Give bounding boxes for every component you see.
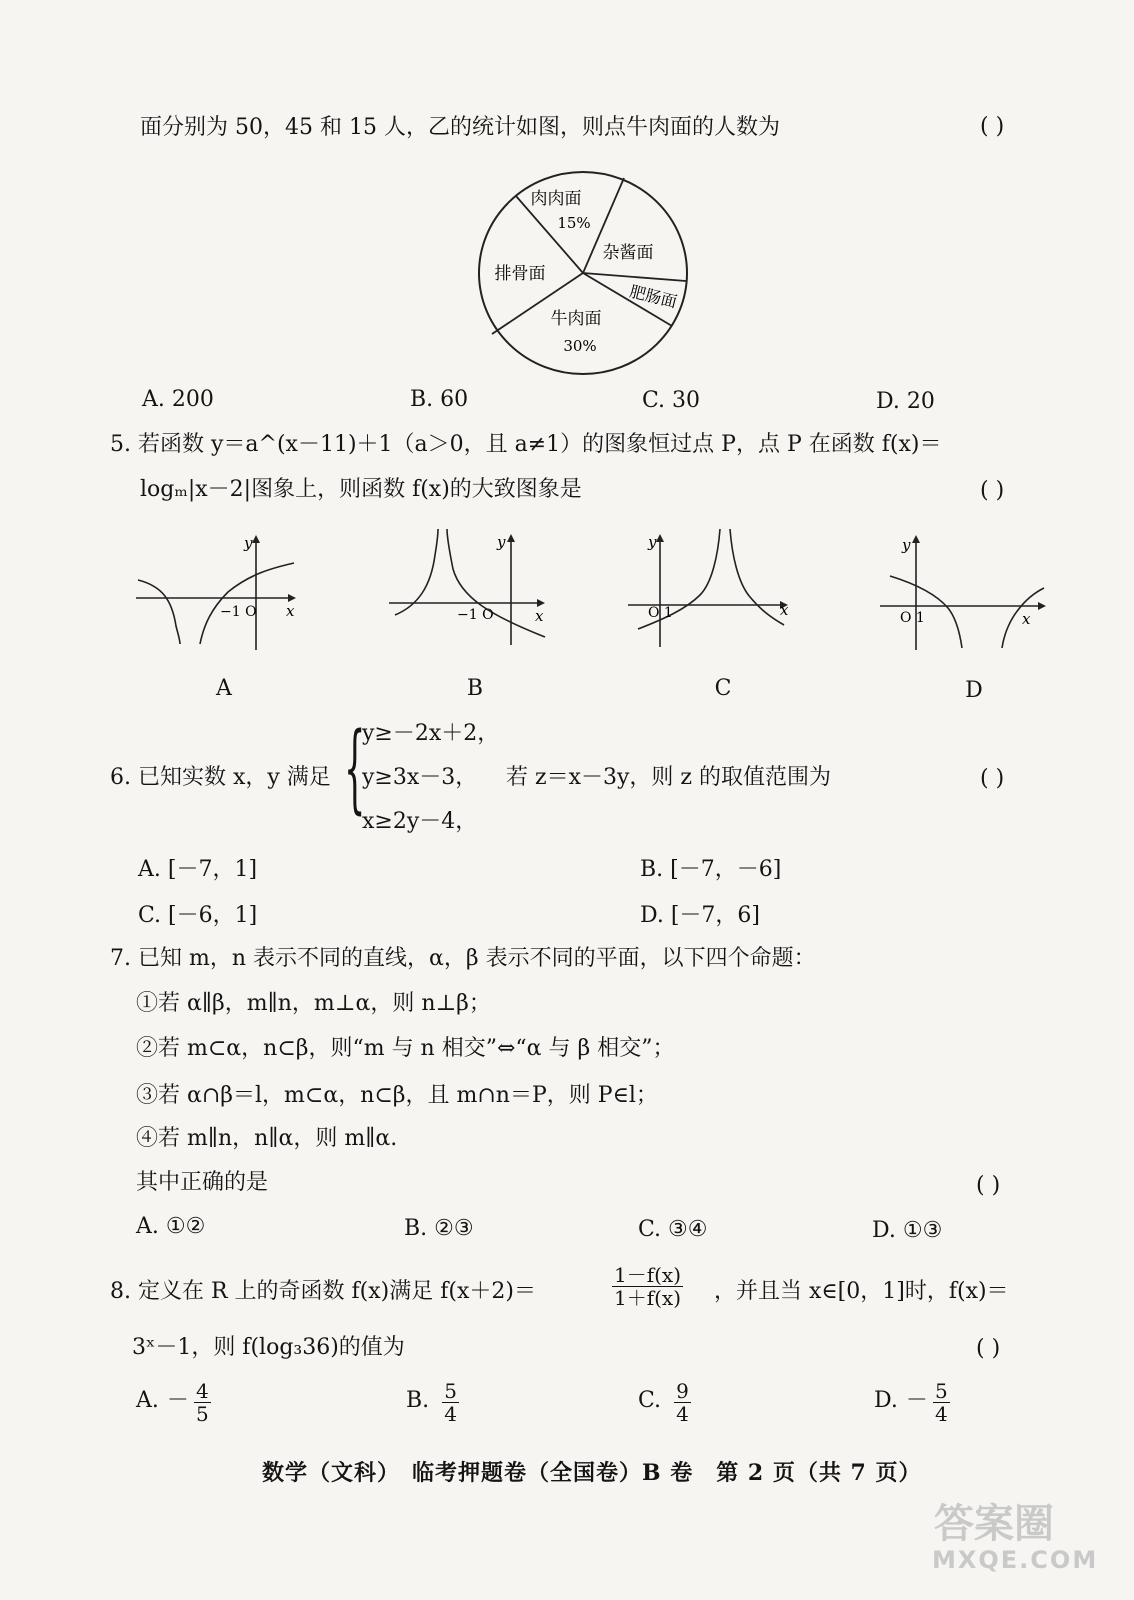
- q6-option-a: A. [－7，1]: [138, 857, 258, 882]
- pie-divider: [583, 273, 686, 281]
- graph-c-x-label: x: [780, 601, 789, 619]
- q8-frac-denominator: 1＋f(x): [614, 1286, 682, 1310]
- graph-a-y-label: y: [244, 534, 253, 552]
- graph-c-caption: C: [714, 676, 732, 701]
- q7-ask: 其中正确的是: [136, 1170, 269, 1195]
- graph-d-ticks: O 1: [900, 610, 925, 626]
- pie-pct-rourou: 15%: [557, 214, 591, 232]
- q6-answer-paren: ( ): [980, 766, 1005, 791]
- graph-c-y-label: y: [648, 533, 657, 551]
- q8-line2: 3ˣ－1，则 f(log₃36)的值为: [132, 1335, 405, 1360]
- page-footer: 数学（文科） 临考押题卷（全国卷）B 卷 第 2 页（共 7 页）: [262, 1460, 922, 1486]
- pie-pct-niurou: 30%: [563, 337, 597, 355]
- graph-c-ticks: O 1: [648, 605, 673, 621]
- pie-chart: [470, 166, 698, 382]
- q4-option-c: C. 30: [642, 388, 701, 413]
- q6-suffix: 若 z＝x－3y，则 z 的取值范围为: [506, 765, 831, 790]
- q7-prop-4: ④若 m∥n，n∥α，则 m∥α.: [136, 1126, 398, 1151]
- pie-label-niurou: 牛肉面: [550, 309, 602, 329]
- q7-prop-1: ①若 α∥β，m∥n，m⊥α，则 n⊥β；: [136, 991, 491, 1016]
- pie-label-feichang: 肥肠面: [627, 281, 679, 312]
- graph-d-caption: D: [965, 678, 983, 703]
- q7-option-c: C. ③④: [638, 1217, 708, 1242]
- q7-prop-2: ②若 m⊂α，n⊂β，则“m 与 n 相交”⇔“α 与 β 相交”；: [136, 1036, 675, 1061]
- graph-d-x-label: x: [1022, 610, 1031, 628]
- graph-d: [876, 530, 1056, 654]
- graph-a-caption: A: [216, 676, 232, 701]
- graph-b-y-label: y: [497, 533, 506, 551]
- system-brace: {: [344, 712, 366, 824]
- q7-stem: 7. 已知 m，n 表示不同的直线，α，β 表示不同的平面，以下四个命题：: [110, 946, 816, 971]
- q4-option-b: B. 60: [410, 387, 469, 412]
- graph-b-caption: B: [466, 676, 484, 701]
- q6-option-b: B. [－7，－6]: [640, 857, 782, 882]
- graph-b-ticks: −1 O: [457, 607, 494, 623]
- q6-prefix: 6. 已知实数 x，y 满足: [110, 765, 331, 790]
- pie-label-zajiang: 杂酱面: [602, 243, 654, 263]
- q7-prop-3: ③若 α∩β＝l，m⊂α，n⊂β，且 m∩n＝P，则 P∈l；: [136, 1083, 658, 1108]
- q8-option-d: D. － $\frac{5}{4}$: [874, 1379, 948, 1426]
- graph-d-y-label: y: [902, 536, 911, 554]
- q7-option-b: B. ②③: [404, 1216, 474, 1241]
- q8-option-a: A. － $\frac{4}{5}$: [136, 1379, 209, 1426]
- q4-option-d: D. 20: [876, 389, 935, 414]
- graph-b-x-label: x: [535, 607, 544, 625]
- graph-c: [624, 525, 799, 649]
- pie-label-rourou: 肉肉面: [530, 189, 582, 209]
- q7-answer-paren: ( ): [976, 1173, 1001, 1198]
- q7-option-d: D. ①③: [872, 1218, 943, 1243]
- graph-b: [385, 525, 555, 649]
- intro-line: 面分别为 50，45 和 15 人，乙的统计如图，则点牛肉面的人数为: [140, 115, 780, 140]
- pie-label-paigu: 排骨面: [494, 264, 546, 284]
- watermark-url: MXQE.COM: [932, 1546, 1099, 1574]
- graph-a-x-label: x: [286, 602, 295, 620]
- q8-option-b: B. $\frac{5}{4}$: [406, 1379, 457, 1426]
- q6-option-c: C. [－6，1]: [138, 903, 258, 928]
- watermark-logo: 答案圈: [934, 1501, 1054, 1547]
- q4-answer-paren: ( ): [980, 114, 1005, 139]
- graph-a-ticks: −1 O: [220, 604, 257, 620]
- q4-option-a: A. 200: [142, 387, 214, 412]
- q7-option-a: A. ①②: [136, 1214, 206, 1239]
- q6-constraint-2: y≥3x－3，: [362, 765, 478, 790]
- q8-line1-a: 8. 定义在 R 上的奇函数 f(x)满足 f(x＋2)＝: [110, 1279, 536, 1304]
- graph-a: [132, 530, 307, 654]
- q5-answer-paren: ( ): [980, 478, 1005, 503]
- q5-line2: logₘ|x－2|图象上，则函数 f(x)的大致图象是: [140, 477, 582, 502]
- q8-frac-numerator: 1－f(x): [614, 1263, 682, 1287]
- q6-constraint-3: x≥2y－4，: [362, 809, 478, 834]
- q8-line1-b: ，并且当 x∈[0，1]时，f(x)＝: [714, 1279, 1009, 1304]
- q8-option-c: C. $\frac{9}{4}$: [638, 1379, 689, 1426]
- q5-line1: 5. 若函数 y＝a^(x－11)＋1（a＞0，且 a≠1）的图象恒过点 P，点 P 在函数 f(x)＝: [110, 432, 942, 457]
- q6-option-d: D. [－7，6]: [640, 903, 761, 928]
- q8-fraction: [612, 1264, 683, 1309]
- q8-answer-paren: ( ): [976, 1336, 1001, 1361]
- q6-constraint-1: y≥－2x＋2，: [362, 721, 500, 746]
